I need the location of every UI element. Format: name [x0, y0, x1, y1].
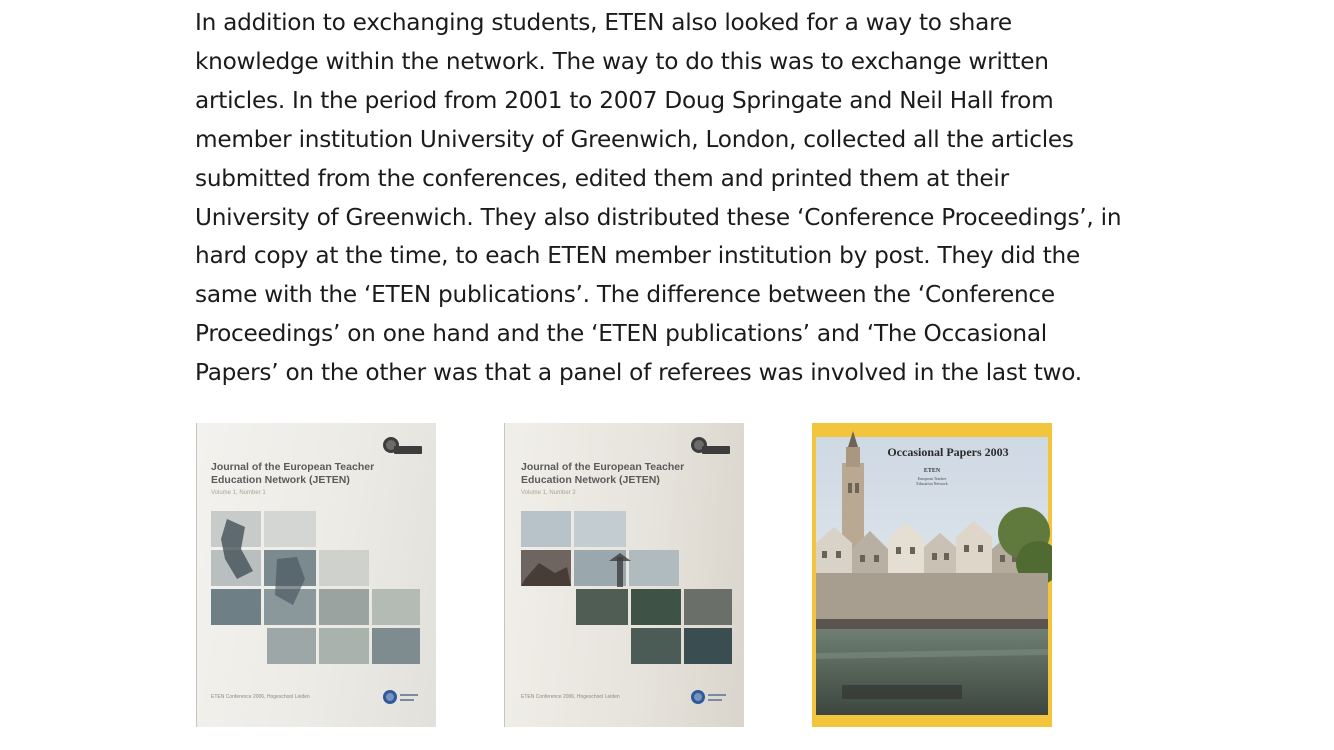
volume-label: Volume 1, Number 1	[211, 490, 266, 496]
cover-footer: ETEN Conference 2006, Hogeschool Leiden	[211, 694, 310, 700]
eten-logo-icon	[688, 433, 732, 459]
photo-mosaic	[197, 509, 436, 689]
jeten-cover-1	[196, 423, 436, 727]
institution-logo-icon	[690, 687, 730, 707]
institution-logo-icon	[382, 687, 422, 707]
eten-label: ETEN	[923, 468, 941, 474]
volume-label: Volume 1, Number 2	[521, 490, 576, 496]
jeten-cover-2	[504, 423, 744, 727]
article-paragraph: In addition to exchanging students, ETEN also looked for a way to share knowledge within the network. The way to do this was to exchange written articles. In the period from 2001 to 2007 Doug Springate and Neil Hall from member institution University of Greenwich, London, collected all the articles submitted from the conferences, edited them and printed them at their University of Greenwich. They also distributed these ‘Conference Proceedings’, in hard copy at the time, to each ETEN member institution by post. They did the same with the ‘ETEN publications’. The difference between the ‘Conference Proceedings’ on one hand and the ‘ETEN publications’ and ‘The Occasional Papers’ on the other was that a panel of referees was involved in the last two.	[195, 9, 1122, 387]
eten-logo-icon	[380, 433, 424, 459]
occasional-papers-cover	[812, 423, 1052, 727]
journal-title: Journal of the European Teacher Education Network (JETEN)	[211, 461, 375, 486]
eten-subtitle: European Teacher Education Network	[916, 476, 948, 486]
journal-title: Journal of the European Teacher Education Network (JETEN)	[521, 461, 685, 486]
publication-covers	[0, 423, 1334, 727]
cover-footer: ETEN Conference 2006, Hogeschool Leiden	[521, 694, 620, 700]
occasional-papers-title: Occasional Papers 2003	[887, 445, 1009, 459]
photo-mosaic	[505, 509, 744, 689]
